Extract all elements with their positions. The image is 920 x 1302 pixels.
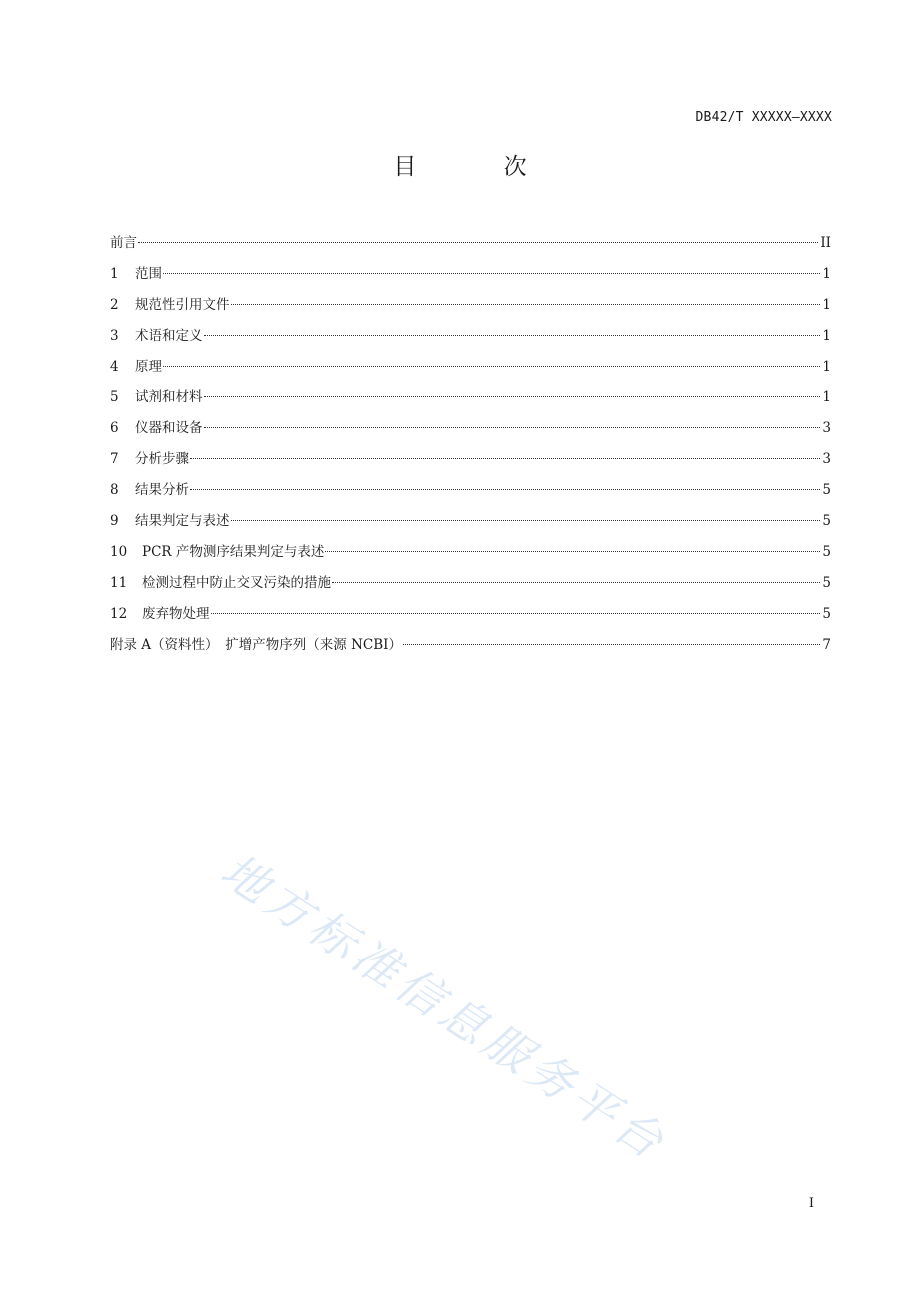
toc-entry-page: 5 bbox=[822, 513, 831, 530]
toc-entry-page: 1 bbox=[822, 265, 831, 282]
toc-entry-page: 1 bbox=[822, 389, 831, 406]
toc-entry-9[interactable] bbox=[110, 510, 831, 541]
toc-entry-number: 10 bbox=[110, 543, 128, 560]
toc-entry-label: 检测过程中防止交叉污染的措施 bbox=[142, 574, 331, 591]
toc-entry-number: 7 bbox=[110, 451, 119, 468]
toc-entry-11[interactable] bbox=[110, 572, 831, 603]
toc-entry-number: 9 bbox=[110, 513, 119, 530]
toc-entry-appendix-a[interactable] bbox=[110, 634, 831, 665]
toc-dot-leader bbox=[204, 335, 821, 336]
toc-entry-2[interactable] bbox=[110, 294, 831, 325]
toc-entry-page: 7 bbox=[822, 636, 831, 653]
toc-entry-page: 3 bbox=[822, 420, 831, 437]
watermark: 地方标准信息服务平台 bbox=[211, 842, 678, 1172]
toc-entry-label: 范围 bbox=[135, 265, 162, 282]
toc-dot-leader bbox=[211, 613, 821, 614]
toc-entry-number: 11 bbox=[110, 574, 128, 591]
toc-entry-label: 结果判定与表述 bbox=[135, 513, 230, 530]
toc-entry-7[interactable] bbox=[110, 448, 831, 479]
toc-entry-label: 废弃物处理 bbox=[142, 605, 210, 622]
toc-dot-leader bbox=[204, 427, 821, 428]
toc-entry-4[interactable] bbox=[110, 356, 831, 387]
toc-entry-1[interactable] bbox=[110, 263, 831, 294]
toc-entry-number: 3 bbox=[110, 327, 119, 344]
toc-entry-label: 试剂和材料 bbox=[135, 389, 203, 406]
toc-dot-leader bbox=[163, 366, 820, 367]
toc-entry-number: 12 bbox=[110, 605, 128, 622]
toc-entry-number: 5 bbox=[110, 389, 119, 406]
toc-dot-leader bbox=[231, 304, 821, 305]
toc-entry-label: 仪器和设备 bbox=[135, 420, 203, 437]
toc-entry-label: 原理 bbox=[135, 358, 162, 375]
toc-entry-page: 5 bbox=[822, 482, 831, 499]
toc-entry-page: 1 bbox=[822, 358, 831, 375]
toc-dot-leader bbox=[138, 242, 818, 243]
toc-entry-3[interactable] bbox=[110, 325, 831, 356]
toc-list bbox=[110, 232, 831, 664]
toc-entry-10[interactable] bbox=[110, 541, 831, 572]
toc-entry-label: 分析步骤 bbox=[135, 451, 189, 468]
toc-entry-number: 1 bbox=[110, 265, 119, 282]
toc-entry-label: 规范性引用文件 bbox=[135, 296, 230, 313]
toc-entry-label: PCR 产物测序结果判定与表述 bbox=[142, 543, 325, 560]
toc-entry-label: 术语和定义 bbox=[135, 327, 203, 344]
toc-dot-leader bbox=[190, 458, 820, 459]
toc-entry-page: 5 bbox=[822, 543, 831, 560]
toc-dot-leader bbox=[190, 489, 820, 490]
toc-dot-leader bbox=[231, 520, 821, 521]
document-code: DB42/T XXXXX—XXXX bbox=[695, 110, 832, 125]
toc-entry-number: 8 bbox=[110, 482, 119, 499]
toc-dot-leader bbox=[332, 582, 820, 583]
toc-entry-number: 2 bbox=[110, 296, 119, 313]
toc-entry-page: 5 bbox=[822, 605, 831, 622]
toc-entry-8[interactable] bbox=[110, 479, 831, 510]
toc-entry-page: 1 bbox=[822, 296, 831, 313]
toc-dot-leader bbox=[403, 644, 820, 645]
toc-dot-leader bbox=[204, 396, 821, 397]
toc-entry-page: 5 bbox=[822, 574, 831, 591]
toc-entry-preface[interactable] bbox=[110, 232, 831, 263]
toc-title: 目 次 bbox=[393, 154, 567, 180]
toc-dot-leader bbox=[163, 273, 820, 274]
toc-entry-label: 附录 A（资料性） 扩增产物序列（来源 NCBI） bbox=[110, 636, 402, 653]
toc-entry-6[interactable] bbox=[110, 417, 831, 448]
toc-entry-page: 3 bbox=[822, 451, 831, 468]
page-number: I bbox=[808, 1196, 814, 1211]
toc-entry-label: 前言 bbox=[110, 235, 137, 251]
toc-entry-number: 6 bbox=[110, 420, 119, 437]
toc-entry-12[interactable] bbox=[110, 603, 831, 634]
toc-entry-5[interactable] bbox=[110, 386, 831, 417]
toc-entry-label: 结果分析 bbox=[135, 482, 189, 499]
toc-entry-number: 4 bbox=[110, 358, 119, 375]
toc-entry-page: 1 bbox=[822, 327, 831, 344]
toc-dot-leader bbox=[325, 551, 820, 552]
toc-entry-page: II bbox=[820, 235, 831, 251]
